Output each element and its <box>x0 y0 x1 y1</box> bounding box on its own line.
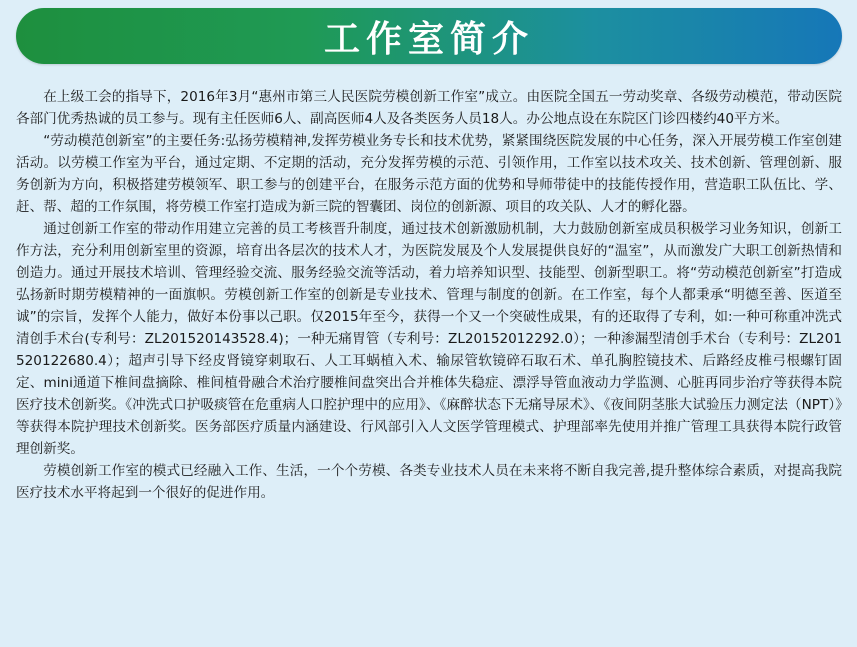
intro-paragraph-2: “劳动模范创新室”的主要任务:弘扬劳模精神,发挥劳模业务专长和技术优势，紧紧围绕医院发展的中心任务，深入开展劳模工作室创建活动。以劳模工作室为平台，通过定期、不定期的活动，充分发挥劳模的示范、引领作用，工作室以技术攻关、技术创新、管理创新、服务创新为方向，积极搭建劳模领军、职工参与的创建平台，在服务示范方面的优势和导师带徒中的技能传授作用，营造职工队伍比、学、赶、帮、超的工作氛围，将劳模工作室打造成为新三院的智囊团、岗位的创新源、项目的攻关队、人才的孵化器。 <box>16 133 842 215</box>
intro-paragraph-4: 劳模创新工作室的模式已经融入工作、生活，一个个劳模、各类专业技术人员在未来将不断自我完善,提升整体综合素质，对提高我院医疗技术水平将起到一个很好的促进作用。 <box>16 463 842 501</box>
page-title: 工作室简介 <box>323 18 534 60</box>
intro-paragraph-1: 在上级工会的指导下，2016年3月“惠州市第三人民医院劳模创新工作室”成立。由医院全国五一劳动奖章、各级劳动模范，带动医院各部门优秀热诚的员工参与。现有主任医师6人、副高医师4人及各类医务人员18人。办公地点设在东院区门诊四楼约40平方米。 <box>16 89 842 127</box>
title-banner <box>16 8 842 64</box>
intro-content <box>16 86 842 504</box>
intro-paragraph-3: 通过创新工作室的带动作用建立完善的员工考核晋升制度，通过技术创新激励机制，大力鼓励创新室成员积极学习业务知识，创新工作方法，充分利用创新室里的资源，培育出各层次的技术人才，为医院发展及个人发展提供良好的“温室”，从而激发广大职工创新热情和创造力。通过开展技术培训、管理经验交流、服务经验交流等活动，着力培养知识型、技能型、创新型职工。将“劳动模范创新室”打造成弘扬新时期劳模精神的一面旗帜。劳模创新工作室的创新是专业技术、管理与制度的创新。在工作室，每个人都秉承“明德至善、医道至诚”的宗旨，发挥个人能力，做好本份事以己职。仅2015年至今，获得一个又一个突破性成果，有的还取得了专利，如:一种可称重冲洗式清创手术台(专利号：ZL201520143528.4)；一种无痛胃管（专利号：ZL20152012292.0）；一种渗漏型清创手术台（专利号：ZL201520122680.4）；超声引导下经皮肾镜穿刺取石、人工耳蜗植入术、输尿管软镜碎石取石术、单孔胸腔镜技术、后路经皮椎弓根螺钉固定、mini通道下椎间盘摘除、椎间植骨融合术治疗腰椎间盘突出合并椎体失稳症、漂浮导管血液动力学监测、心脏再同步治疗等获得本院医疗技术创新奖。《冲洗式口护吸痰管在危重病人口腔护理中的应用》、《麻醉状态下无痛导尿术》、《夜间阴茎胀大试验压力测定法（NPT）》等获得本院护理技术创新奖。医务部医疗质量内涵建设、行风部引入人文医学管理模式、护理部率先使用并推广管理工具获得本院行政管理创新奖。 <box>16 221 842 457</box>
